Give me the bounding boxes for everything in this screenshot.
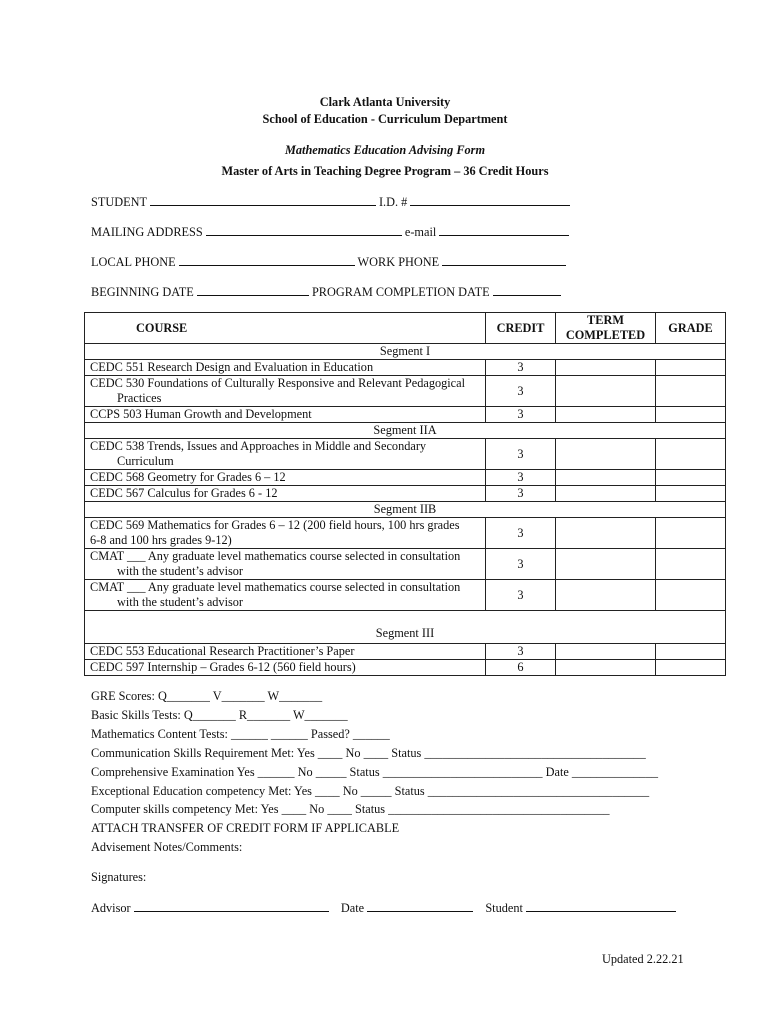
attach-transfer-note: ATTACH TRANSFER OF CREDIT FORM IF APPLICABLE xyxy=(91,821,400,835)
begin-date-label: BEGINNING DATE xyxy=(91,285,194,299)
credit-header: CREDIT xyxy=(486,313,556,344)
course-credit: 3 xyxy=(486,439,556,470)
grade-cell[interactable] xyxy=(656,644,726,660)
university-title: Clark Atlanta University xyxy=(319,95,451,109)
course-name: CEDC 551 Research Design and Evaluation in Education xyxy=(85,360,486,376)
course-credit: 3 xyxy=(486,580,556,611)
course-name: CEDC 553 Educational Research Practitioner’s Paper xyxy=(85,644,486,660)
grade-cell[interactable] xyxy=(656,360,726,376)
advisor-signature-field[interactable] xyxy=(134,900,329,912)
table-row xyxy=(85,376,726,407)
student-sign-label: Student xyxy=(485,901,523,915)
date-label: Date xyxy=(340,901,365,915)
course-header: COURSE xyxy=(85,313,486,344)
completion-date-field[interactable] xyxy=(493,284,561,296)
table-row xyxy=(85,644,726,660)
advisement-notes-label: Advisement Notes/Comments: xyxy=(91,840,243,854)
dates-line xyxy=(91,284,561,300)
term-cell[interactable] xyxy=(556,376,656,407)
course-credit: 6 xyxy=(486,660,556,676)
comprehensive-exam-line: Comprehensive Examination Yes ______ No _____ Status __________________________ Date ______________ xyxy=(91,765,658,779)
term-cell[interactable] xyxy=(556,644,656,660)
computer-skills-line: Computer skills competency Met: Yes ____ No ____ Status ____________________________________ xyxy=(91,802,610,816)
course-credit: 3 xyxy=(486,376,556,407)
phone-line xyxy=(91,254,566,270)
segment-label: Segment III xyxy=(85,611,726,644)
grade-cell[interactable] xyxy=(656,660,726,676)
term-cell[interactable] xyxy=(556,470,656,486)
email-field[interactable] xyxy=(439,224,569,236)
id-field[interactable] xyxy=(410,194,570,206)
form-title: Mathematics Education Advising Form xyxy=(284,143,486,157)
segment-label: Segment IIB xyxy=(85,502,726,518)
course-credit: 3 xyxy=(486,360,556,376)
date-signature-field[interactable] xyxy=(367,900,473,912)
course-name: CMAT ___ Any graduate level mathematics course selected in consultation with the student’s advisor xyxy=(85,549,486,580)
course-name: CEDC 567 Calculus for Grades 6 - 12 xyxy=(85,486,486,502)
signatures-label: Signatures: xyxy=(91,870,147,884)
term-header: TERM COMPLETED xyxy=(556,313,656,344)
table-row xyxy=(85,439,726,470)
term-cell[interactable] xyxy=(556,549,656,580)
communication-line: Communication Skills Requirement Met: Yes ____ No ____ Status ____________________________________ xyxy=(91,746,646,760)
grade-cell[interactable] xyxy=(656,470,726,486)
signature-line xyxy=(91,900,676,916)
table-row xyxy=(85,660,726,676)
grade-cell[interactable] xyxy=(656,549,726,580)
grade-cell[interactable] xyxy=(656,580,726,611)
course-name: CEDC 538 Trends, Issues and Approaches in Middle and Secondary Curriculum xyxy=(85,439,486,470)
term-cell[interactable] xyxy=(556,660,656,676)
term-cell[interactable] xyxy=(556,439,656,470)
student-field[interactable] xyxy=(150,194,376,206)
table-row xyxy=(85,360,726,376)
updated-date: Updated 2.22.21 xyxy=(602,952,684,966)
course-credit: 3 xyxy=(486,407,556,423)
student-label: STUDENT xyxy=(91,195,147,209)
course-credit: 3 xyxy=(486,470,556,486)
department-title: School of Education - Curriculum Department xyxy=(262,112,508,126)
grade-cell[interactable] xyxy=(656,439,726,470)
term-cell[interactable] xyxy=(556,580,656,611)
grade-cell[interactable] xyxy=(656,376,726,407)
course-credit: 3 xyxy=(486,549,556,580)
math-content-line: Mathematics Content Tests: ______ ______ Passed? ______ xyxy=(91,727,390,741)
term-cell[interactable] xyxy=(556,518,656,549)
course-credit: 3 xyxy=(486,518,556,549)
exceptional-ed-line: Exceptional Education competency Met: Yes ____ No _____ Status ____________________________________ xyxy=(91,784,650,798)
table-row xyxy=(85,549,726,580)
grade-cell[interactable] xyxy=(656,486,726,502)
mailing-field[interactable] xyxy=(206,224,402,236)
work-phone-label: WORK PHONE xyxy=(357,255,440,269)
course-name: CEDC 568 Geometry for Grades 6 – 12 xyxy=(85,470,486,486)
id-label: I.D. # xyxy=(378,195,408,209)
course-name: CEDC 597 Internship – Grades 6-12 (560 field hours) xyxy=(85,660,486,676)
segment-label: Segment IIA xyxy=(85,423,726,439)
course-name: CEDC 530 Foundations of Culturally Responsive and Relevant Pedagogical Practices xyxy=(85,376,486,407)
basic-skills-line: Basic Skills Tests: Q_______ R_______ W_______ xyxy=(91,708,348,722)
grade-header: GRADE xyxy=(656,313,726,344)
student-signature-field[interactable] xyxy=(526,900,676,912)
advisor-label: Advisor xyxy=(91,901,131,915)
completion-date-label: PROGRAM COMPLETION DATE xyxy=(311,285,490,299)
mailing-label: MAILING ADDRESS xyxy=(91,225,203,239)
term-cell[interactable] xyxy=(556,486,656,502)
table-row xyxy=(85,486,726,502)
term-cell[interactable] xyxy=(556,407,656,423)
grade-cell[interactable] xyxy=(656,518,726,549)
grade-cell[interactable] xyxy=(656,407,726,423)
term-cell[interactable] xyxy=(556,360,656,376)
work-phone-field[interactable] xyxy=(442,254,566,266)
table-row xyxy=(85,470,726,486)
course-credit: 3 xyxy=(486,644,556,660)
course-table xyxy=(84,312,726,676)
local-phone-label: LOCAL PHONE xyxy=(91,255,176,269)
segment-label: Segment I xyxy=(85,344,726,360)
gre-scores-line: GRE Scores: Q_______ V_______ W_______ xyxy=(91,689,323,703)
table-row xyxy=(85,518,726,549)
table-row xyxy=(85,580,726,611)
student-line xyxy=(91,194,570,210)
table-row xyxy=(85,407,726,423)
program-title: Master of Arts in Teaching Degree Program – 36 Credit Hours xyxy=(221,164,549,178)
course-credit: 3 xyxy=(486,486,556,502)
begin-date-field[interactable] xyxy=(197,284,309,296)
local-phone-field[interactable] xyxy=(179,254,355,266)
course-name: CMAT ___ Any graduate level mathematics course selected in consultation with the student’s advisor xyxy=(85,580,486,611)
mailing-line xyxy=(91,224,569,240)
course-name: CEDC 569 Mathematics for Grades 6 – 12 (200 field hours, 100 hrs grades 6-8 and 100 hrs grades 9-12) xyxy=(85,518,486,549)
table-header-row xyxy=(85,313,726,344)
course-name: CCPS 503 Human Growth and Development xyxy=(85,407,486,423)
email-label: e-mail xyxy=(404,225,437,239)
